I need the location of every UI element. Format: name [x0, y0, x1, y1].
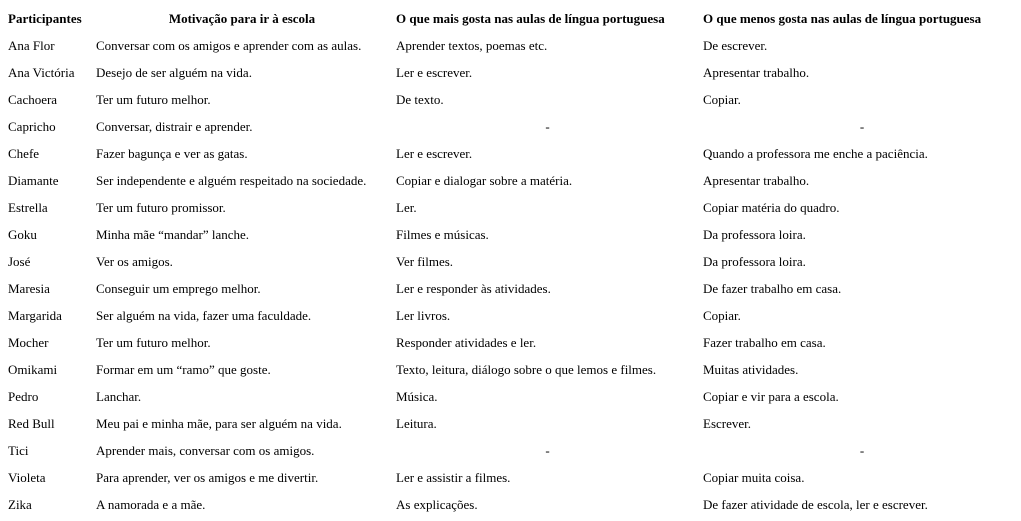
- cell-participante: Ana Flor: [8, 37, 55, 53]
- header-motivacao: Motivação para ir à escola: [168, 10, 316, 26]
- header-menos-gosta: O que menos gosta nas aulas de língua portuguesa: [703, 10, 982, 26]
- cell-motivacao: Ter um futuro melhor.: [96, 91, 211, 107]
- cell-menos-gosta: Muitas atividades.: [703, 361, 799, 377]
- table-row: [0, 248, 1021, 275]
- cell-mais-gosta: Leitura.: [396, 415, 437, 431]
- cell-motivacao: Fazer bagunça e ver as gatas.: [96, 145, 248, 161]
- cell-menos-gosta: Copiar.: [703, 307, 741, 323]
- cell-mais-gosta: Ler e escrever.: [396, 64, 473, 80]
- table-row: [0, 464, 1021, 491]
- cell-participante: Red Bull: [8, 415, 55, 431]
- cell-mais-gosta: Filmes e músicas.: [396, 226, 489, 242]
- cell-participante: Capricho: [8, 118, 56, 134]
- cell-mais-gosta: Responder atividades e ler.: [396, 334, 537, 350]
- cell-menos-gosta: De fazer atividade de escola, ler e escrever.: [703, 496, 928, 512]
- cell-motivacao: Lanchar.: [96, 388, 142, 404]
- table-row: [0, 437, 1021, 464]
- cell-menos-gosta: Quando a professora me enche a paciência.: [703, 145, 928, 161]
- cell-menos-gosta: Copiar e vir para a escola.: [703, 388, 839, 404]
- cell-menos-gosta: Copiar.: [703, 91, 741, 107]
- cell-motivacao: Ver os amigos.: [96, 253, 173, 269]
- cell-menos-gosta: De escrever.: [703, 37, 768, 53]
- table-row: [0, 59, 1021, 86]
- table-row: [0, 302, 1021, 329]
- cell-mais-gosta: Ler e escrever.: [396, 145, 473, 161]
- cell-mais-gosta: Ler e responder às atividades.: [396, 280, 551, 296]
- table-row: [0, 356, 1021, 383]
- cell-participante: Cachoera: [8, 91, 58, 107]
- cell-mais-gosta: Copiar e dialogar sobre a matéria.: [396, 172, 573, 188]
- cell-menos-gosta: -: [859, 442, 865, 458]
- table-row: [0, 410, 1021, 437]
- cell-motivacao: Minha mãe “mandar” lanche.: [96, 226, 250, 242]
- cell-participante: Chefe: [8, 145, 40, 161]
- cell-mais-gosta: Texto, leitura, diálogo sobre o que lemos e filmes.: [396, 361, 657, 377]
- table-body: [0, 32, 1021, 518]
- cell-motivacao: Ser alguém na vida, fazer uma faculdade.: [96, 307, 312, 323]
- cell-participante: Estrella: [8, 199, 48, 215]
- cell-menos-gosta: Apresentar trabalho.: [703, 172, 810, 188]
- cell-motivacao: Meu pai e minha mãe, para ser alguém na vida.: [96, 415, 342, 431]
- cell-motivacao: Desejo de ser alguém na vida.: [96, 64, 252, 80]
- cell-menos-gosta: Apresentar trabalho.: [703, 64, 810, 80]
- cell-motivacao: Formar em um “ramo” que goste.: [96, 361, 271, 377]
- table-row: [0, 329, 1021, 356]
- cell-menos-gosta: Escrever.: [703, 415, 752, 431]
- table-row: [0, 32, 1021, 59]
- cell-participante: Omikami: [8, 361, 58, 377]
- cell-mais-gosta: -: [545, 442, 550, 458]
- table-row: [0, 383, 1021, 410]
- cell-mais-gosta: -: [545, 118, 550, 134]
- cell-participante: Margarida: [8, 307, 62, 323]
- cell-participante: Maresia: [8, 280, 50, 296]
- cell-menos-gosta: De fazer trabalho em casa.: [703, 280, 842, 296]
- cell-mais-gosta: Ver filmes.: [396, 253, 454, 269]
- cell-mais-gosta: Ler livros.: [396, 307, 451, 323]
- table-row: [0, 140, 1021, 167]
- cell-menos-gosta: Da professora loira.: [703, 253, 806, 269]
- participants-table: [0, 5, 1021, 518]
- cell-motivacao: Ter um futuro promissor.: [96, 199, 226, 215]
- cell-participante: Zika: [8, 496, 32, 512]
- cell-participante: Diamante: [8, 172, 59, 188]
- header-participantes: Participantes: [8, 10, 82, 26]
- table-header-row: [0, 5, 1021, 32]
- cell-motivacao: Ter um futuro melhor.: [96, 334, 211, 350]
- table-row: [0, 491, 1021, 518]
- cell-participante: Ana Victória: [8, 64, 75, 80]
- cell-participante: Mocher: [8, 334, 49, 350]
- table-row: [0, 221, 1021, 248]
- cell-menos-gosta: Copiar matéria do quadro.: [703, 199, 840, 215]
- cell-participante: José: [8, 253, 31, 269]
- cell-menos-gosta: Fazer trabalho em casa.: [703, 334, 826, 350]
- header-mais-gosta: O que mais gosta nas aulas de língua portuguesa: [396, 10, 665, 26]
- cell-mais-gosta: Ler e assistir a filmes.: [396, 469, 511, 485]
- cell-mais-gosta: Música.: [396, 388, 438, 404]
- cell-menos-gosta: -: [859, 118, 865, 134]
- cell-motivacao: A namorada e a mãe.: [96, 496, 206, 512]
- cell-menos-gosta: Da professora loira.: [703, 226, 806, 242]
- cell-participante: Goku: [8, 226, 37, 242]
- cell-motivacao: Para aprender, ver os amigos e me divertir.: [96, 469, 319, 485]
- cell-mais-gosta: Ler.: [396, 199, 417, 215]
- cell-menos-gosta: Copiar muita coisa.: [703, 469, 805, 485]
- cell-motivacao: Ser independente e alguém respeitado na sociedade.: [96, 172, 367, 188]
- cell-mais-gosta: Aprender textos, poemas etc.: [396, 37, 548, 53]
- cell-motivacao: Conversar com os amigos e aprender com as aulas.: [96, 37, 362, 53]
- cell-participante: Pedro: [8, 388, 39, 404]
- table-row: [0, 86, 1021, 113]
- cell-mais-gosta: De texto.: [396, 91, 444, 107]
- cell-participante: Tici: [8, 442, 29, 458]
- table-row: [0, 194, 1021, 221]
- cell-participante: Violeta: [8, 469, 46, 485]
- table-row: [0, 113, 1021, 140]
- cell-mais-gosta: As explicações.: [396, 496, 478, 512]
- table-row: [0, 167, 1021, 194]
- table-row: [0, 275, 1021, 302]
- cell-motivacao: Conseguir um emprego melhor.: [96, 280, 261, 296]
- cell-motivacao: Aprender mais, conversar com os amigos.: [96, 442, 315, 458]
- cell-motivacao: Conversar, distrair e aprender.: [96, 118, 253, 134]
